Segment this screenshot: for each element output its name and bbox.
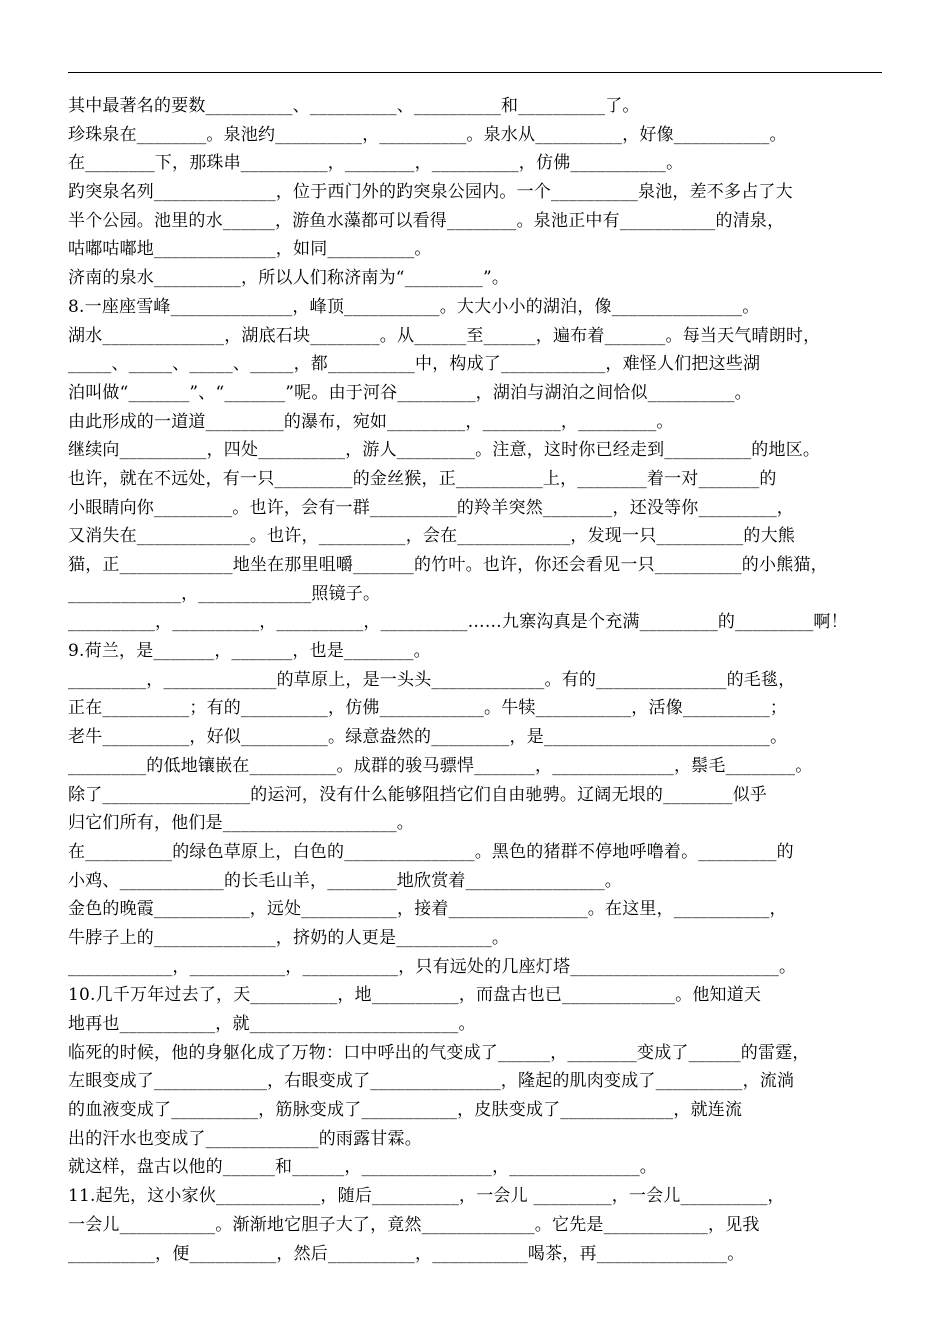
text-line: _________的低地镶嵌在__________。成群的骏马骠悍_______，______________，鬃毛________。 xyxy=(68,755,813,776)
text-line: 老牛__________，好似__________。绿意盎然的_________，是__________________________。 xyxy=(68,727,788,748)
text-line: 也许，就在不远处，有一只_________的金丝猴，正__________上，________着一对_______的 xyxy=(68,468,777,489)
text-line: 趵突泉名列______________，位于西门外的趵突泉公园内。一个__________泉池，差不多占了大 xyxy=(68,182,793,203)
header-rule xyxy=(68,72,882,73)
text-line: 小鸡、____________的长毛山羊，________地欣赏着________________。 xyxy=(68,870,622,891)
text-line: 继续向__________，四处__________，游人_________。注意，这时你已经走到__________的地区。 xyxy=(68,440,821,461)
text-line: 归它们所有，他们是____________________。 xyxy=(68,813,414,834)
text-line: 临死的时候，他的身躯化成了万物：口中呼出的气变成了______，________变成了______的雷霆， xyxy=(68,1042,810,1063)
text-line: _____、_____、_____、_____，都__________中，构成了____________，难怪人们把这些湖 xyxy=(68,354,761,375)
text-line: 在__________的绿色草原上，白色的_______________。黑色的猪群不停地呼噜着。_________的 xyxy=(68,841,794,862)
text-line: 11.起先，这小家伙____________，随后__________，一会儿 _________，一会儿__________， xyxy=(68,1186,785,1207)
text-line: 湖水______________，湖底石块________。从______至______，遍布着_______。每当天气晴朗时， xyxy=(68,325,821,346)
worksheet-body xyxy=(68,92,898,1268)
text-line: 地再也___________，就________________________。 xyxy=(68,1014,476,1034)
text-line: _____________，_____________照镜子。 xyxy=(68,583,381,604)
text-line: 9.荷兰，是_______，_______，也是________。 xyxy=(68,641,431,662)
text-line: 又消失在_____________。也许，__________，会在_____________，发现一只__________的大熊 xyxy=(68,526,795,547)
text-line: 在________下，那珠串__________，________，__________，仿佛___________。 xyxy=(68,153,684,174)
text-line: __________，__________，__________，__________……九寨沟真是个充满_________的_________啊！ xyxy=(68,612,848,633)
text-line: 金色的晚霞___________，远处___________，接着________________。在这里，___________， xyxy=(68,899,787,920)
text-line: 由此形成的一道道_________的瀑布，宛如_________，_________，_________。 xyxy=(68,411,674,432)
text-line: 小眼睛向你_________。也许，会有一群__________的羚羊突然________，还没等你_________， xyxy=(68,497,794,518)
text-line: 一会儿___________。渐渐地它胆子大了，竟然_____________。它先是____________，见我 xyxy=(68,1214,760,1235)
text-line: 10.几千万年过去了，天__________，地__________，而盘古也已_____________。他知道天 xyxy=(68,985,762,1006)
text-line: 牛脖子上的______________，挤奶的人更是___________。 xyxy=(68,927,510,948)
text-line: 正在__________；有的__________，仿佛____________。牛犊___________，活像__________； xyxy=(68,698,788,719)
text-line: __________，便__________，然后__________，___________喝茶，再_______________。 xyxy=(68,1243,745,1264)
text-line: 半个公园。池里的水______，游鱼水藻都可以看得________。泉池正中有___________的清泉， xyxy=(68,210,785,231)
text-line: 8.一座座雪峰______________，峰顶___________。大大小小的湖泊，像_______________。 xyxy=(68,296,760,317)
text-line: 珍珠泉在________。泉池约__________，__________。泉水从__________，好像___________。 xyxy=(68,124,787,145)
text-line: 左眼变成了_____________，右眼变成了_______________，隆起的肌肉变成了__________，流淌 xyxy=(68,1071,795,1092)
text-line: 就这样，盘古以他的______和______，_______________，_______________。 xyxy=(68,1157,657,1178)
text-line: _________，_____________的草原上，是一头头_____________。有的_______________的毛毯， xyxy=(68,669,796,690)
text-line: 泊叫做“_______”、“_______”呢。由于河谷_________，湖泊与湖泊之间恰似__________。 xyxy=(68,382,752,403)
text-line: 猫，正_____________地坐在那里咀嚼_______的竹叶。也许，你还会看见一只__________的小熊猫， xyxy=(68,555,828,575)
text-line: 咕嘟咕嘟地______________，如同__________。 xyxy=(68,239,432,260)
text-line: 其中最著名的要数__________、__________、__________和__________了。 xyxy=(68,96,640,116)
text-line: 的血液变成了__________，筋脉变成了___________，皮肤变成了_____________，就连流 xyxy=(68,1100,743,1121)
text-line: ____________，___________，___________，只有远处的几座灯塔________________________。 xyxy=(68,956,797,977)
text-line: 济南的泉水__________，所以人们称济南为“_________”。 xyxy=(68,268,510,289)
text-line: 出的汗水也变成了_____________的雨露甘霖。 xyxy=(68,1128,422,1149)
text-line: 除了_________________的运河，没有什么能够阻挡它们自由驰骋。辽阔无垠的________似乎 xyxy=(68,784,768,805)
